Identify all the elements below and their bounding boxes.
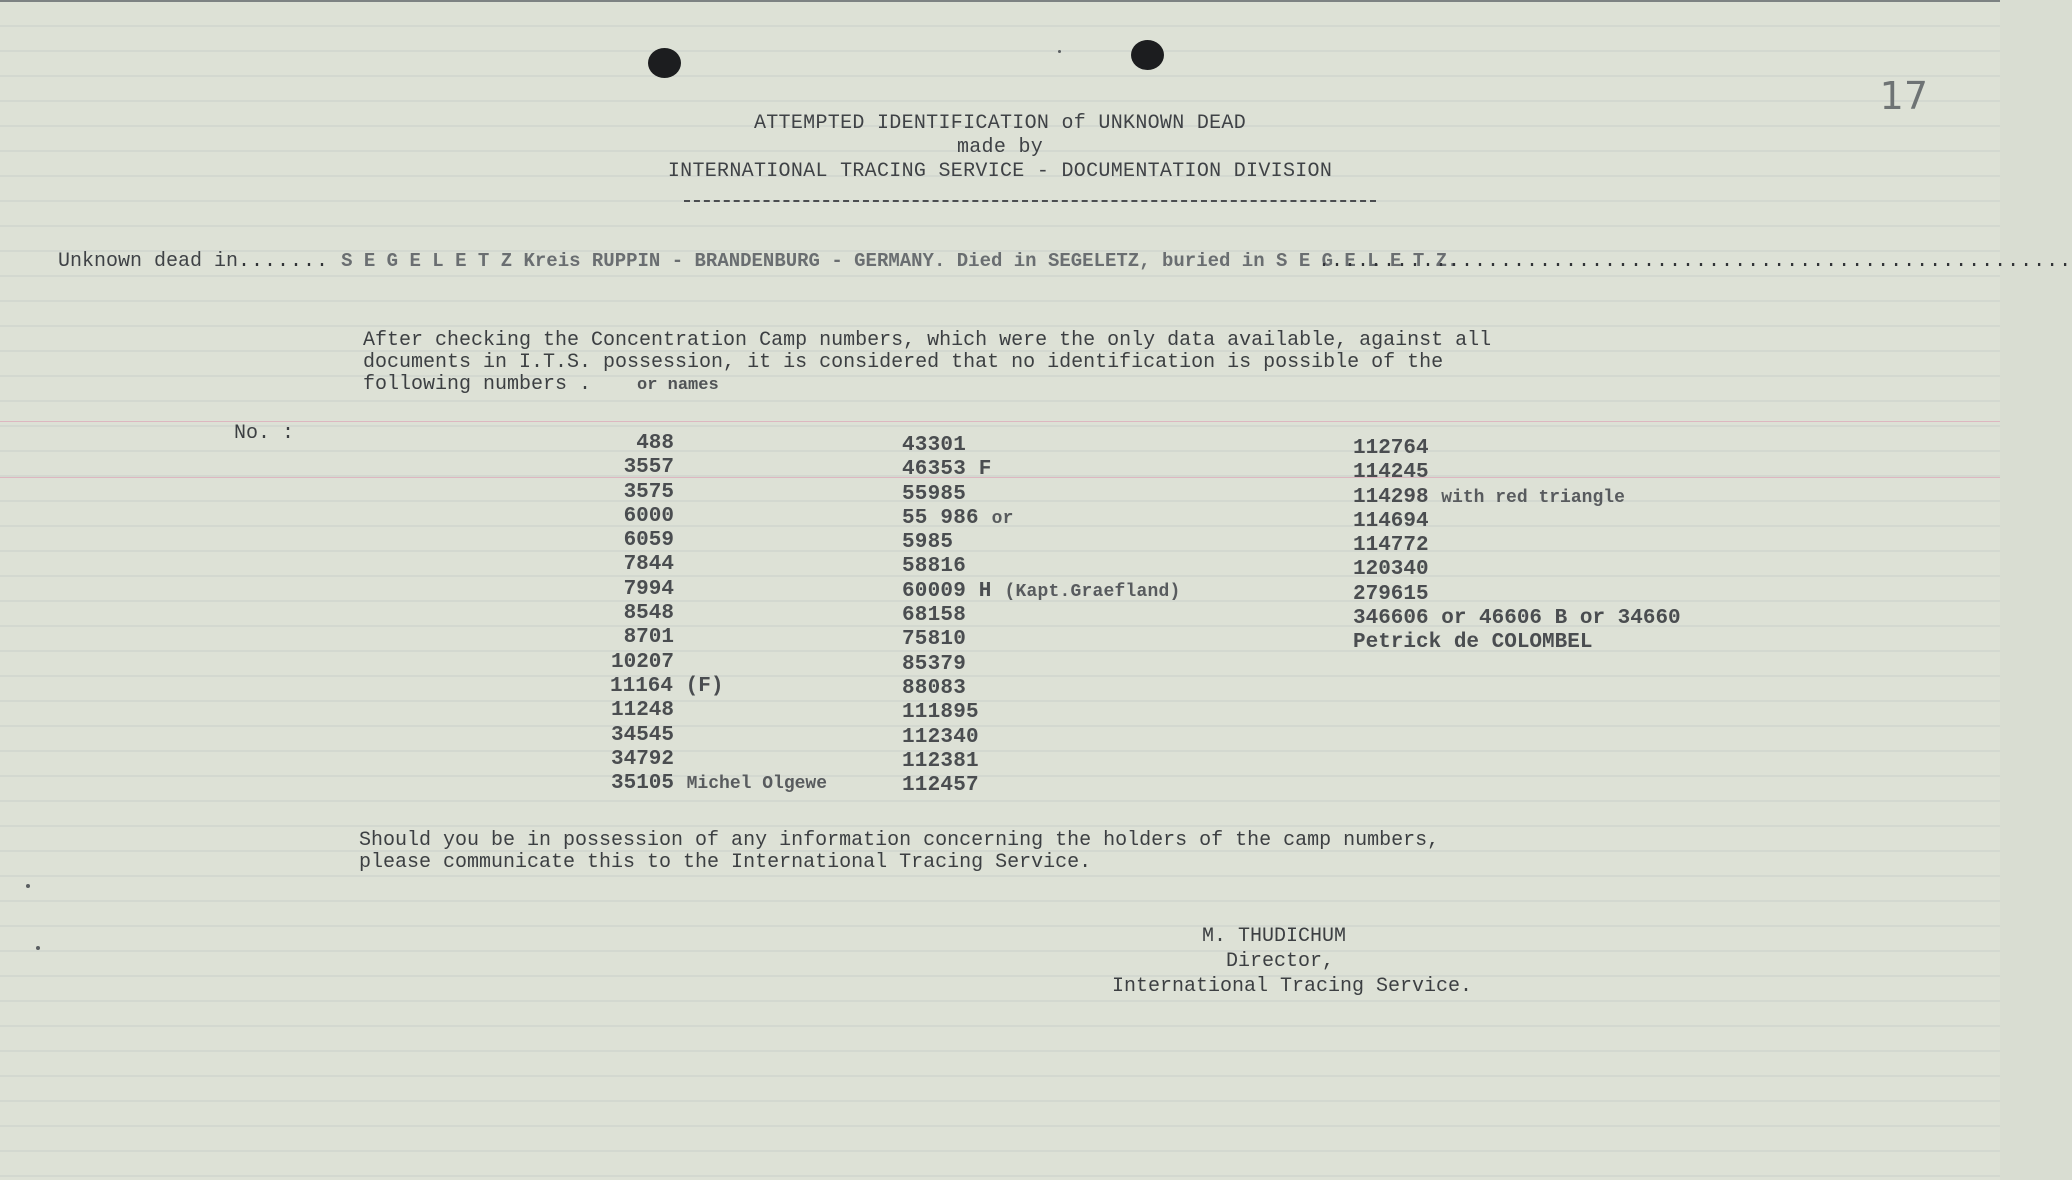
camp-number-entry [610, 529, 910, 553]
camp-number-entry [610, 432, 910, 456]
camp-number: 120340 [1353, 558, 1429, 582]
camp-number-entry [902, 604, 1180, 628]
closing-line-2: please communicate this to the International Tracing Service. [359, 851, 1092, 874]
camp-number-entry [1353, 461, 1681, 485]
camp-number: 3557 [623, 456, 674, 480]
numbers-column-3 [1353, 437, 1681, 656]
camp-number-entry [902, 701, 1180, 725]
trailing-dots: .......................................................... [1318, 250, 2072, 273]
page-number: 17 [1879, 74, 1928, 118]
camp-number: 114772 [1353, 534, 1429, 558]
camp-number-entry [610, 505, 910, 529]
camp-number: 88083 [902, 676, 967, 700]
camp-number: 3575 [623, 480, 674, 504]
header-underline [684, 200, 1376, 202]
unknown-dead-line [58, 250, 1458, 273]
numbers-label: No. : [234, 422, 295, 445]
pink-rule-line [0, 421, 2000, 422]
camp-number-entry [902, 483, 1180, 507]
camp-number: 6000 [623, 504, 674, 528]
camp-number-entry [610, 675, 910, 699]
leader-dots: ....... [238, 250, 330, 273]
closing-line-1: Should you be in possession of any information concerning the holders of the camp numbers, [359, 829, 1440, 852]
camp-number-note: (Kapt.Graefland) [1004, 581, 1181, 602]
signatory-title: Director, [1226, 950, 1335, 973]
camp-number-entry [902, 507, 1180, 531]
paper-speck [26, 884, 30, 888]
camp-number-entry [902, 677, 1180, 701]
signatory-name: M. THUDICHUM [1202, 925, 1347, 948]
punch-hole [648, 48, 681, 78]
camp-number: 55 986 [902, 506, 979, 530]
camp-number: 85379 [902, 652, 967, 676]
camp-number-entry [902, 774, 1180, 798]
camp-number-entry [610, 602, 910, 626]
camp-number-entry [1353, 583, 1681, 607]
camp-number-entry [1353, 486, 1681, 510]
camp-number: 114298 [1353, 485, 1429, 509]
camp-number: 34545 [610, 723, 674, 747]
camp-number-entry [610, 772, 910, 796]
camp-number: Petrick de COLOMBEL [1353, 631, 1593, 655]
camp-number: 7844 [623, 553, 674, 577]
paper-speck [36, 946, 40, 950]
doc-division: INTERNATIONAL TRACING SERVICE - DOCUMENTATION DIVISION [667, 160, 1333, 183]
camp-number: 279615 [1353, 582, 1429, 606]
camp-number: 34792 [610, 747, 674, 771]
camp-number: 112381 [902, 749, 979, 773]
camp-number-entry [610, 553, 910, 577]
camp-number: 43301 [902, 434, 967, 457]
camp-number-entry [902, 628, 1180, 652]
doc-subtitle: made by [956, 136, 1044, 159]
camp-number: 114694 [1353, 509, 1429, 533]
camp-number: 488 [636, 432, 674, 455]
camp-number-entry [902, 458, 1180, 482]
numbers-column-1 [610, 432, 910, 796]
camp-number: 11248 [610, 699, 674, 723]
camp-number: 58816 [902, 555, 967, 579]
camp-number-entry [902, 653, 1180, 677]
doc-title: ATTEMPTED IDENTIFICATION of UNKNOWN DEAD [753, 112, 1247, 135]
camp-number-entry [902, 434, 1180, 458]
camp-number-entry [902, 726, 1180, 750]
camp-number-entry [1353, 558, 1681, 582]
punch-hole [1131, 40, 1164, 70]
camp-number: 11164 (F) [610, 674, 724, 698]
camp-number-note: Michel Olgewe [686, 774, 828, 795]
intro-paragraph [363, 330, 1491, 397]
camp-number: 10207 [610, 650, 674, 674]
camp-number: 35105 [610, 772, 674, 796]
camp-number-entry [1353, 607, 1681, 631]
closing-paragraph [359, 830, 1439, 874]
signatory-org: International Tracing Service. [1112, 975, 1473, 998]
camp-number-entry [1353, 437, 1681, 461]
camp-number-entry [610, 699, 910, 723]
camp-number: 6059 [623, 529, 674, 553]
or-names-stamp: or names [637, 376, 719, 395]
camp-number: 112764 [1353, 437, 1429, 460]
camp-number-entry [610, 456, 910, 480]
camp-number: 8548 [623, 602, 674, 626]
camp-number-entry [902, 580, 1180, 604]
intro-line-2: documents in I.T.S. possession, it is considered that no identification is possible of the [363, 351, 1444, 374]
camp-number: 112457 [902, 774, 979, 798]
camp-number-entry [610, 724, 910, 748]
intro-line-1: After checking the Concentration Camp numbers, which were the only data available, against all [363, 329, 1492, 352]
camp-number: 114245 [1353, 461, 1429, 485]
camp-number: 346606 or 46606 B or 34660 [1353, 607, 1681, 631]
camp-number: 75810 [902, 628, 967, 652]
camp-number: 55985 [902, 482, 967, 506]
intro-line-3-text: following numbers . [363, 373, 592, 396]
camp-number: 46353 F [902, 458, 992, 482]
camp-number-entry [610, 481, 910, 505]
camp-number: 60009 H [902, 579, 992, 603]
camp-number-entry [1353, 631, 1681, 655]
camp-number-entry [610, 748, 910, 772]
unknown-dead-label: Unknown dead in [58, 250, 239, 273]
camp-number-entry [610, 578, 910, 602]
camp-number: 5985 [902, 531, 954, 555]
camp-number-note: with red triangle [1441, 487, 1625, 508]
paper-speck [1058, 50, 1061, 53]
camp-number-entry [1353, 510, 1681, 534]
camp-number-entry [610, 651, 910, 675]
camp-number-entry [902, 750, 1180, 774]
camp-number: 112340 [902, 725, 979, 749]
camp-number-note: or [991, 508, 1014, 529]
numbers-column-2 [902, 434, 1180, 798]
camp-number-entry [1353, 534, 1681, 558]
camp-number-entry [902, 531, 1180, 555]
camp-number: 111895 [902, 701, 979, 725]
place-of-death: S E G E L E T Z Kreis RUPPIN - BRANDENBURG - GERMANY. Died in SEGELETZ, buried in S E G E L E T Z. [341, 250, 1459, 272]
camp-number-entry [610, 626, 910, 650]
camp-number: 68158 [902, 604, 967, 628]
camp-number: 7994 [623, 577, 674, 601]
camp-number: 8701 [623, 626, 674, 650]
intro-line-3 [363, 374, 1491, 397]
camp-number-entry [902, 555, 1180, 579]
